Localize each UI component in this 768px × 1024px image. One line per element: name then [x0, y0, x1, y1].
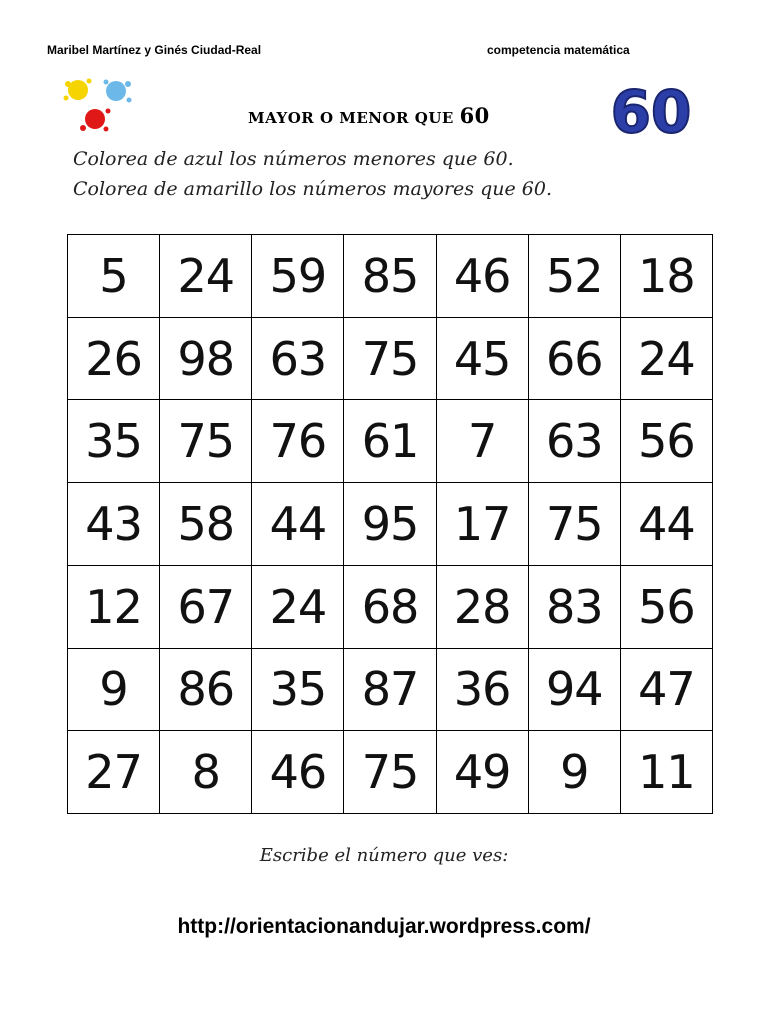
number-cell-value: 11: [638, 745, 695, 800]
number-cell[interactable]: [436, 648, 528, 731]
write-number-prompt: Escribe el número que ves:: [259, 845, 509, 866]
grid-row: [68, 731, 713, 814]
number-cell[interactable]: [528, 483, 620, 566]
number-cell[interactable]: [68, 317, 160, 400]
number-cell[interactable]: [620, 565, 712, 648]
instruction-yellow: Colorea de amarillo los números mayores que 60.: [73, 178, 552, 200]
number-cell-value: 85: [361, 248, 419, 303]
number-cell[interactable]: [436, 400, 528, 483]
header-subject: competencia matemática: [487, 43, 630, 57]
number-cell-value: 12: [85, 579, 142, 634]
grid-row: [68, 565, 713, 648]
number-cell[interactable]: [344, 648, 436, 731]
number-cell[interactable]: [620, 400, 712, 483]
number-cell-value: 24: [269, 579, 327, 634]
number-cell[interactable]: [344, 400, 436, 483]
number-cell-value: 52: [546, 248, 603, 303]
number-cell[interactable]: [68, 235, 160, 318]
number-cell-value: 63: [546, 414, 603, 469]
number-cell[interactable]: [68, 565, 160, 648]
number-cell-value: 44: [638, 496, 695, 551]
number-cell[interactable]: [160, 317, 252, 400]
number-cell-value: 61: [361, 414, 419, 469]
number-cell[interactable]: [160, 731, 252, 814]
number-cell[interactable]: [344, 565, 436, 648]
number-cell[interactable]: [68, 400, 160, 483]
number-cell-value: 18: [638, 248, 695, 303]
number-cell[interactable]: [160, 483, 252, 566]
number-cell[interactable]: [252, 565, 344, 648]
number-cell-value: 8: [191, 745, 220, 800]
number-cell[interactable]: [160, 648, 252, 731]
number-cell-value: 58: [177, 496, 234, 551]
number-cell-value: 67: [177, 579, 234, 634]
number-cell[interactable]: [344, 483, 436, 566]
number-cell[interactable]: [68, 648, 160, 731]
website-url: http://orientacionandujar.wordpress.com/: [177, 915, 591, 938]
number-cell[interactable]: [620, 483, 712, 566]
number-cell-value: 76: [269, 414, 327, 469]
number-cell[interactable]: [620, 235, 712, 318]
number-cell-value: 75: [361, 745, 419, 800]
number-cell[interactable]: [528, 317, 620, 400]
paint-splash-icon: [62, 76, 142, 138]
grid-row: [68, 648, 713, 731]
number-cell[interactable]: [436, 565, 528, 648]
number-cell-value: 75: [546, 496, 603, 551]
title-text: MAYOR O MENOR QUE: [248, 109, 460, 127]
number-cell-value: 24: [638, 331, 695, 386]
number-cell-value: 59: [269, 248, 327, 303]
number-cell-value: 87: [361, 662, 419, 717]
number-cell-value: 7: [467, 414, 497, 469]
number-cell-value: 9: [560, 745, 589, 800]
number-cell-value: 94: [546, 662, 603, 717]
number-cell[interactable]: [620, 731, 712, 814]
grid-row: [68, 483, 713, 566]
number-cell-value: 83: [546, 579, 603, 634]
number-cell-value: 95: [361, 496, 419, 551]
number-cell[interactable]: [252, 648, 344, 731]
number-cell[interactable]: [528, 731, 620, 814]
number-cell-value: 86: [177, 662, 234, 717]
number-cell-value: 9: [99, 662, 128, 717]
number-cell[interactable]: [68, 731, 160, 814]
number-cell-value: 5: [99, 248, 128, 303]
number-cell[interactable]: [528, 648, 620, 731]
number-cell-value: 26: [85, 331, 142, 386]
grid-row: [68, 317, 713, 400]
number-cell-value: 45: [453, 331, 511, 386]
number-cell-value: 17: [453, 496, 511, 551]
number-cell-value: 47: [638, 662, 695, 717]
number-cell[interactable]: [436, 483, 528, 566]
number-60-badge: [598, 80, 704, 142]
number-cell-value: 28: [453, 579, 511, 634]
number-cell-value: 35: [269, 662, 327, 717]
number-cell[interactable]: [436, 235, 528, 318]
number-cell[interactable]: [528, 400, 620, 483]
badge-number: 60: [610, 80, 692, 142]
number-cell[interactable]: [620, 317, 712, 400]
number-cell-value: 49: [453, 745, 511, 800]
number-cell-value: 68: [361, 579, 419, 634]
number-cell[interactable]: [252, 400, 344, 483]
number-cell[interactable]: [160, 235, 252, 318]
number-cell-value: 36: [453, 662, 511, 717]
number-cell[interactable]: [252, 235, 344, 318]
number-cell-value: 56: [638, 414, 695, 469]
number-cell[interactable]: [252, 731, 344, 814]
number-cell[interactable]: [528, 565, 620, 648]
number-cell-value: 66: [546, 331, 603, 386]
grid-row: [68, 235, 713, 318]
number-cell[interactable]: [344, 731, 436, 814]
number-cell-value: 63: [269, 331, 327, 386]
header-authors: Maribel Martínez y Ginés Ciudad-Real: [47, 43, 262, 57]
number-cell-value: 75: [361, 331, 419, 386]
number-cell[interactable]: [528, 235, 620, 318]
number-cell-value: 27: [85, 745, 142, 800]
number-cell-value: 46: [453, 248, 511, 303]
page-title: [248, 103, 490, 128]
number-cell[interactable]: [252, 317, 344, 400]
number-cell-value: 56: [638, 579, 695, 634]
number-cell-value: 75: [177, 414, 234, 469]
number-cell[interactable]: [344, 317, 436, 400]
number-cell-value: 35: [85, 414, 142, 469]
number-cell-value: 44: [269, 496, 327, 551]
number-cell-value: 43: [85, 496, 142, 551]
number-cell-value: 46: [269, 745, 327, 800]
number-cell-value: 98: [177, 331, 234, 386]
grid-row: [68, 400, 713, 483]
number-cell[interactable]: [436, 317, 528, 400]
number-cell-value: 24: [177, 248, 234, 303]
number-cell[interactable]: [252, 483, 344, 566]
number-cell[interactable]: [344, 235, 436, 318]
number-cell[interactable]: [68, 483, 160, 566]
number-cell[interactable]: [160, 400, 252, 483]
number-cell[interactable]: [436, 731, 528, 814]
instruction-blue: Colorea de azul los números menores que 60.: [73, 148, 514, 170]
number-cell[interactable]: [160, 565, 252, 648]
title-number: 60: [459, 103, 490, 128]
number-grid: [67, 234, 713, 814]
number-cell[interactable]: [620, 648, 712, 731]
